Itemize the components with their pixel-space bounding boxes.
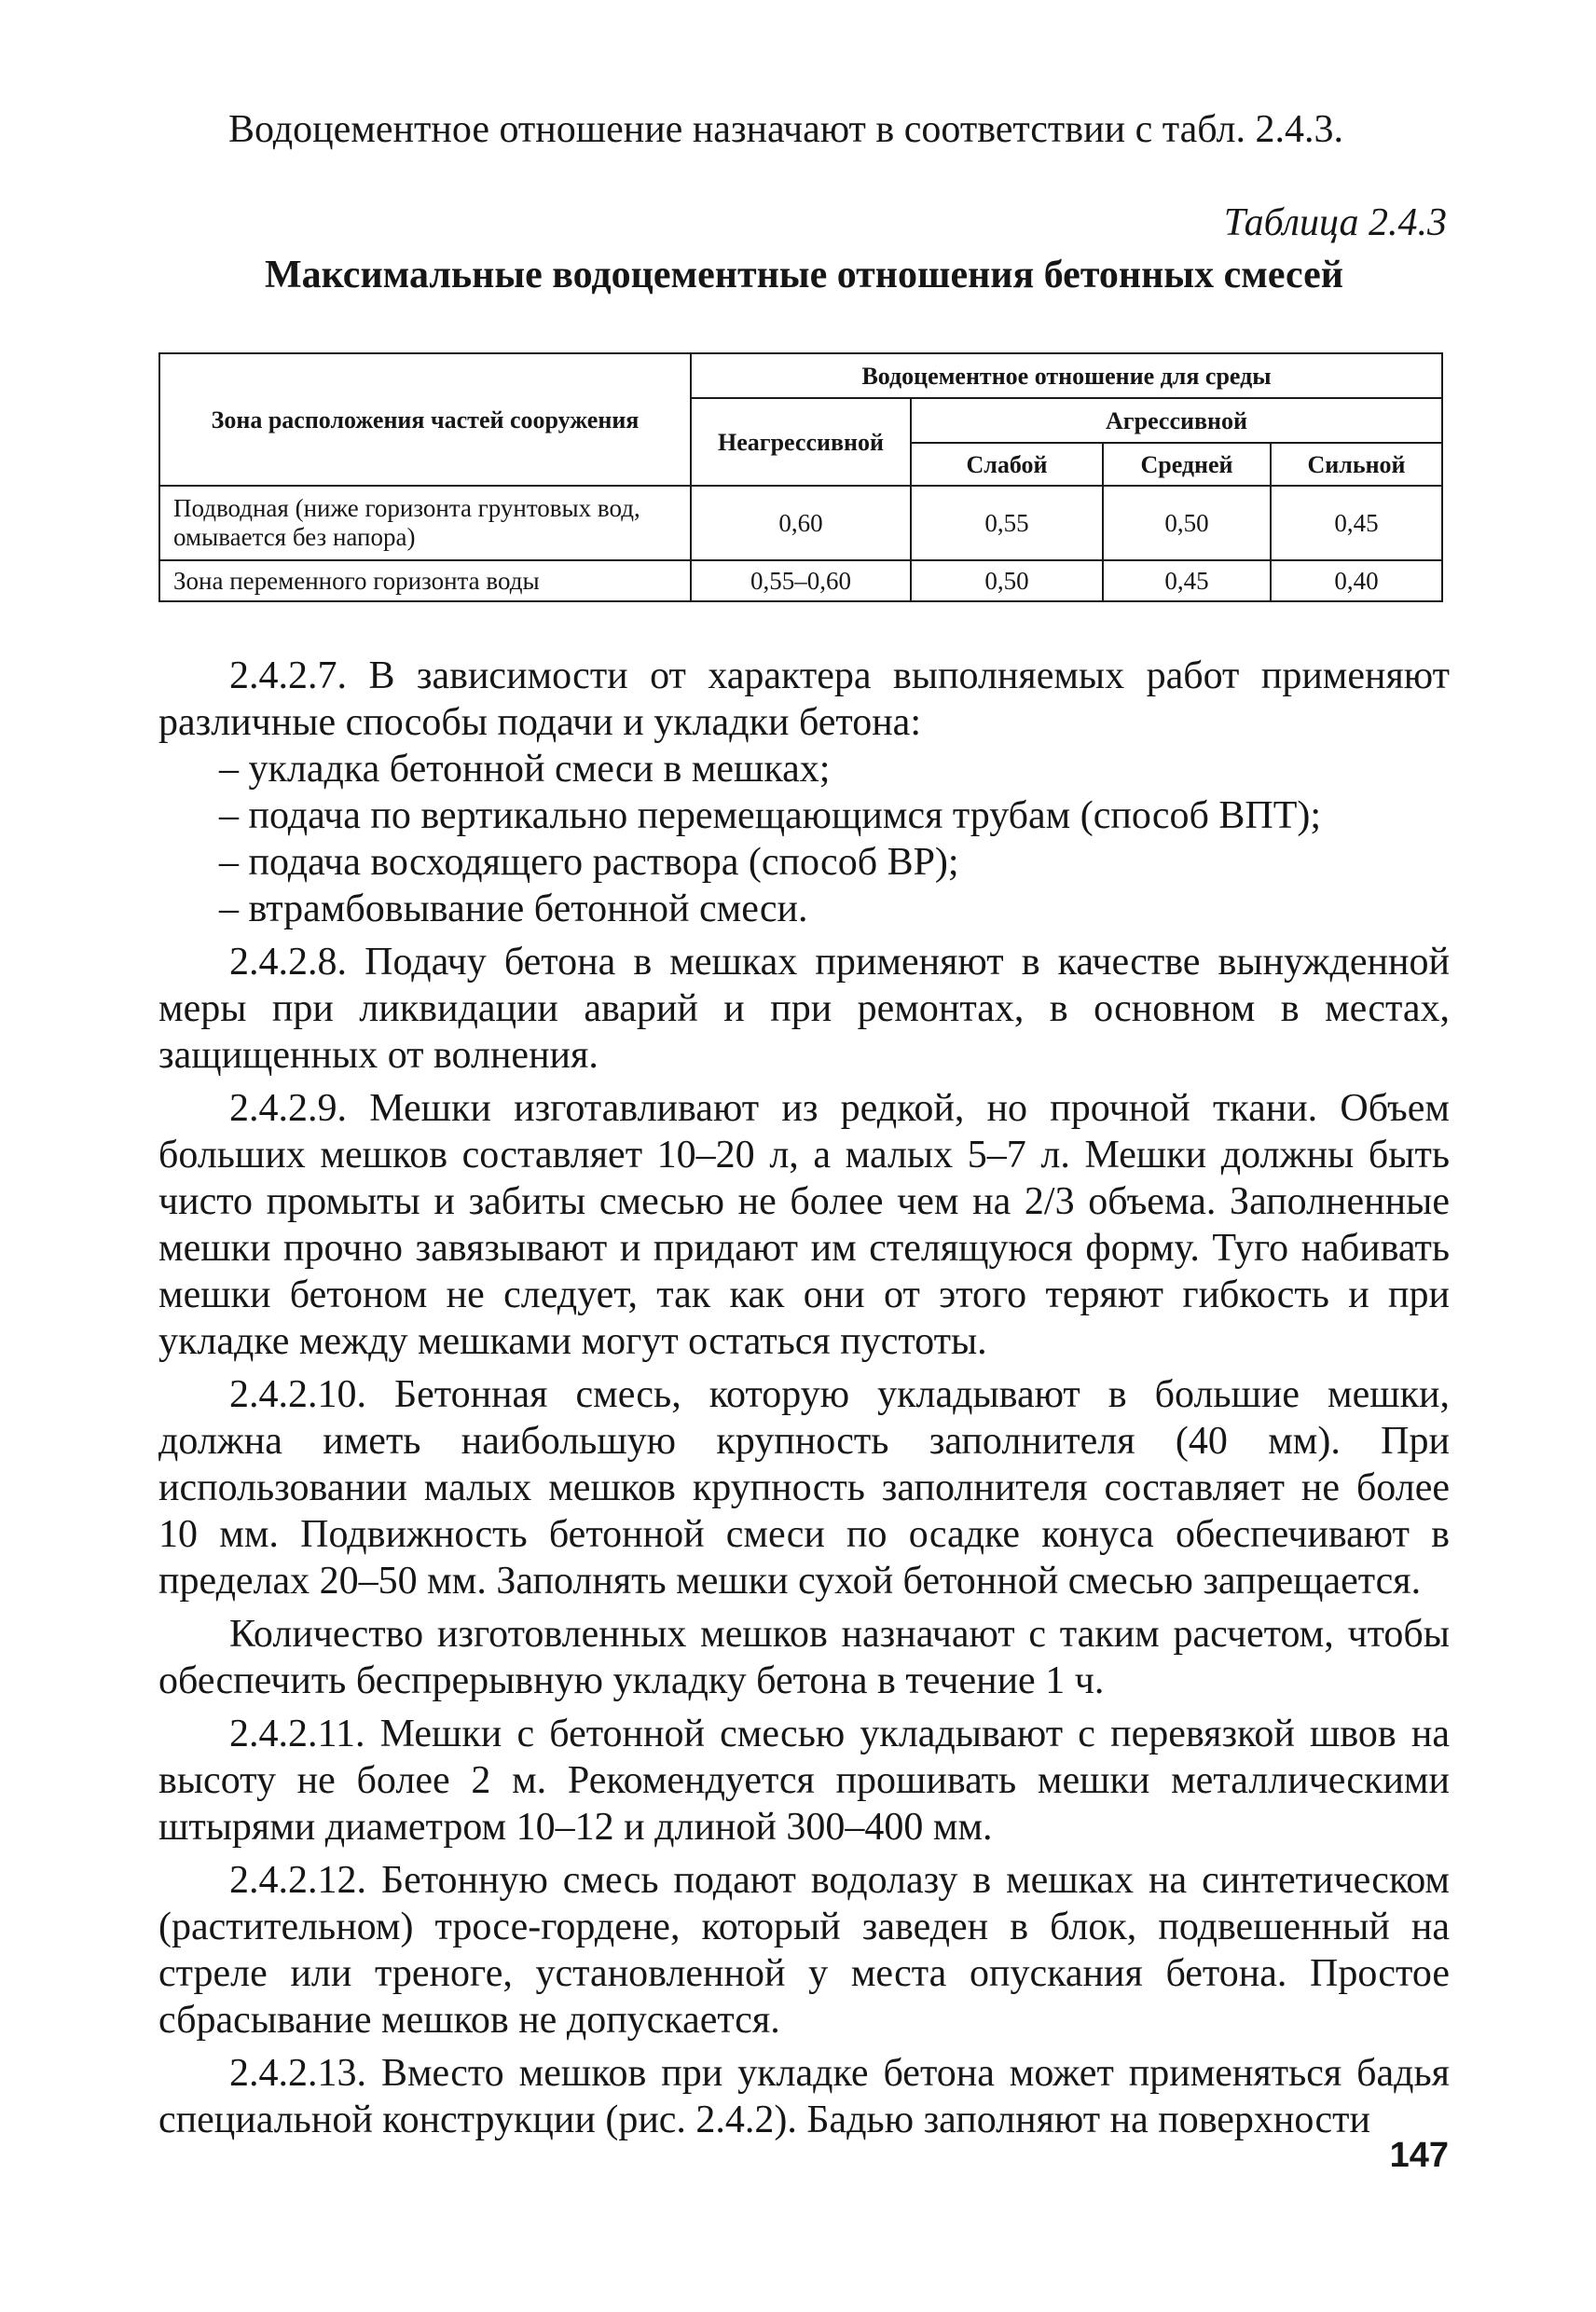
cell-zone: Зона переменного горизонта воды [159, 560, 691, 601]
paragraph-2-4-2-9: 2.4.2.9. Мешки изготавливают из редкой, но прочной ткани. Объем больших мешков составляет 10–20 л, а малых 5–7 л. Мешки должны быть чисто промыты и забиты смесью не более чем на 2/3 объема. Заполненные мешки прочно завязывают и придают им стелящуюся форму. Туго набивать мешки бетоном не следует, так как они от этого теряют гибкость и при укладке между мешками могут остаться пустоты. [158, 1087, 1450, 1363]
paragraph-2-4-2-8: 2.4.2.8. Подачу бетона в мешках применяют в качестве вынужденной меры при ликвидации аварий и при ремонтах, в основном в местах, защищенных от волнения. [158, 941, 1450, 1077]
cell-strong: 0,40 [1271, 560, 1442, 601]
table-label: Таблица 2.4.3 [1223, 201, 1447, 244]
header-aggressive-group: Агрессивной [911, 398, 1442, 443]
cell-non-aggressive: 0,60 [691, 486, 911, 560]
header-strong: Сильной [1271, 443, 1442, 486]
paragraph-2-4-2-13: 2.4.2.13. Вместо мешков при укладке бетона может применяться бадья специальной конструкции (рис. 2.4.2). Бадью заполняют на поверхности [158, 2052, 1450, 2141]
header-medium: Средней [1103, 443, 1271, 486]
page-number: 147 [1389, 2136, 1449, 2175]
table-row [159, 560, 1442, 601]
header-weak: Слабой [911, 443, 1103, 486]
cell-weak: 0,55 [911, 486, 1103, 560]
intro-sentence: Водоцементное отношение назначают в соответствии с табл. 2.4.3. [228, 108, 1343, 151]
cell-zone: Подводная (ниже горизонта грунтовых вод, омывается без напора) [159, 486, 691, 560]
table-row [159, 486, 1442, 560]
paragraph-2-4-2-12: 2.4.2.12. Бетонную смесь подают водолазу в мешках на синтетическом (растительном) тросе-гордене, который заведен в блок, подвешенный на стреле или треноге, установленной у места опускания бетона. Простое сбрасывание мешков не допускается. [158, 1859, 1450, 2042]
header-non-aggressive: Неагрессивной [691, 398, 911, 486]
paragraph-2-4-2-7: 2.4.2.7. В зависимости от характера выполняемых работ применяют различные способы подачи и укладки бетона: [158, 654, 1450, 744]
cell-medium: 0,45 [1103, 560, 1271, 601]
list-item: – укладка бетонной смеси в мешках; [219, 748, 831, 791]
header-zone: Зона расположения частей сооружения [159, 353, 691, 486]
body-text [158, 653, 1450, 2143]
list-item: – втрамбовывание бетонной смеси. [219, 888, 808, 930]
paragraph-2-4-2-10: 2.4.2.10. Бетонная смесь, которую укладывают в большие мешки, должна иметь наибольшую крупность заполнителя (40 мм). При использовании малых мешков крупность заполнителя составляет не более 10 мм. Подвижность бетонной смеси по осадке конуса обеспечивают в пределах 20–50 мм. Заполнять мешки сухой бетонной смесью запрещается. [158, 1373, 1450, 1603]
header-ratio-group: Водоцементное отношение для среды [691, 353, 1442, 398]
table-title: Максимальные водоцементные отношения бетонных смесей [265, 254, 1343, 296]
cell-non-aggressive: 0,55–0,60 [691, 560, 911, 601]
paragraph-bags-count: Количество изготовленных мешков назначают с таким расчетом, чтобы обеспечить беспрерывную укладку бетона в течение 1 ч. [158, 1613, 1450, 1702]
list-item: – подача по вертикально перемещающимся трубам (способ ВПТ); [219, 794, 1322, 837]
cell-medium: 0,50 [1103, 486, 1271, 560]
paragraph-2-4-2-11: 2.4.2.11. Мешки с бетонной смесью укладывают с перевязкой швов на высоту не более 2 м. Рекомендуется прошивать мешки металлическими штырями диаметром 10–12 и длиной 300–400 мм. [158, 1713, 1450, 1849]
list-item: – подача восходящего раствора (способ ВР); [219, 841, 959, 884]
cell-strong: 0,45 [1271, 486, 1442, 560]
water-cement-ratio-table [158, 352, 1443, 602]
cell-weak: 0,50 [911, 560, 1103, 601]
table-header-row [159, 353, 1442, 398]
